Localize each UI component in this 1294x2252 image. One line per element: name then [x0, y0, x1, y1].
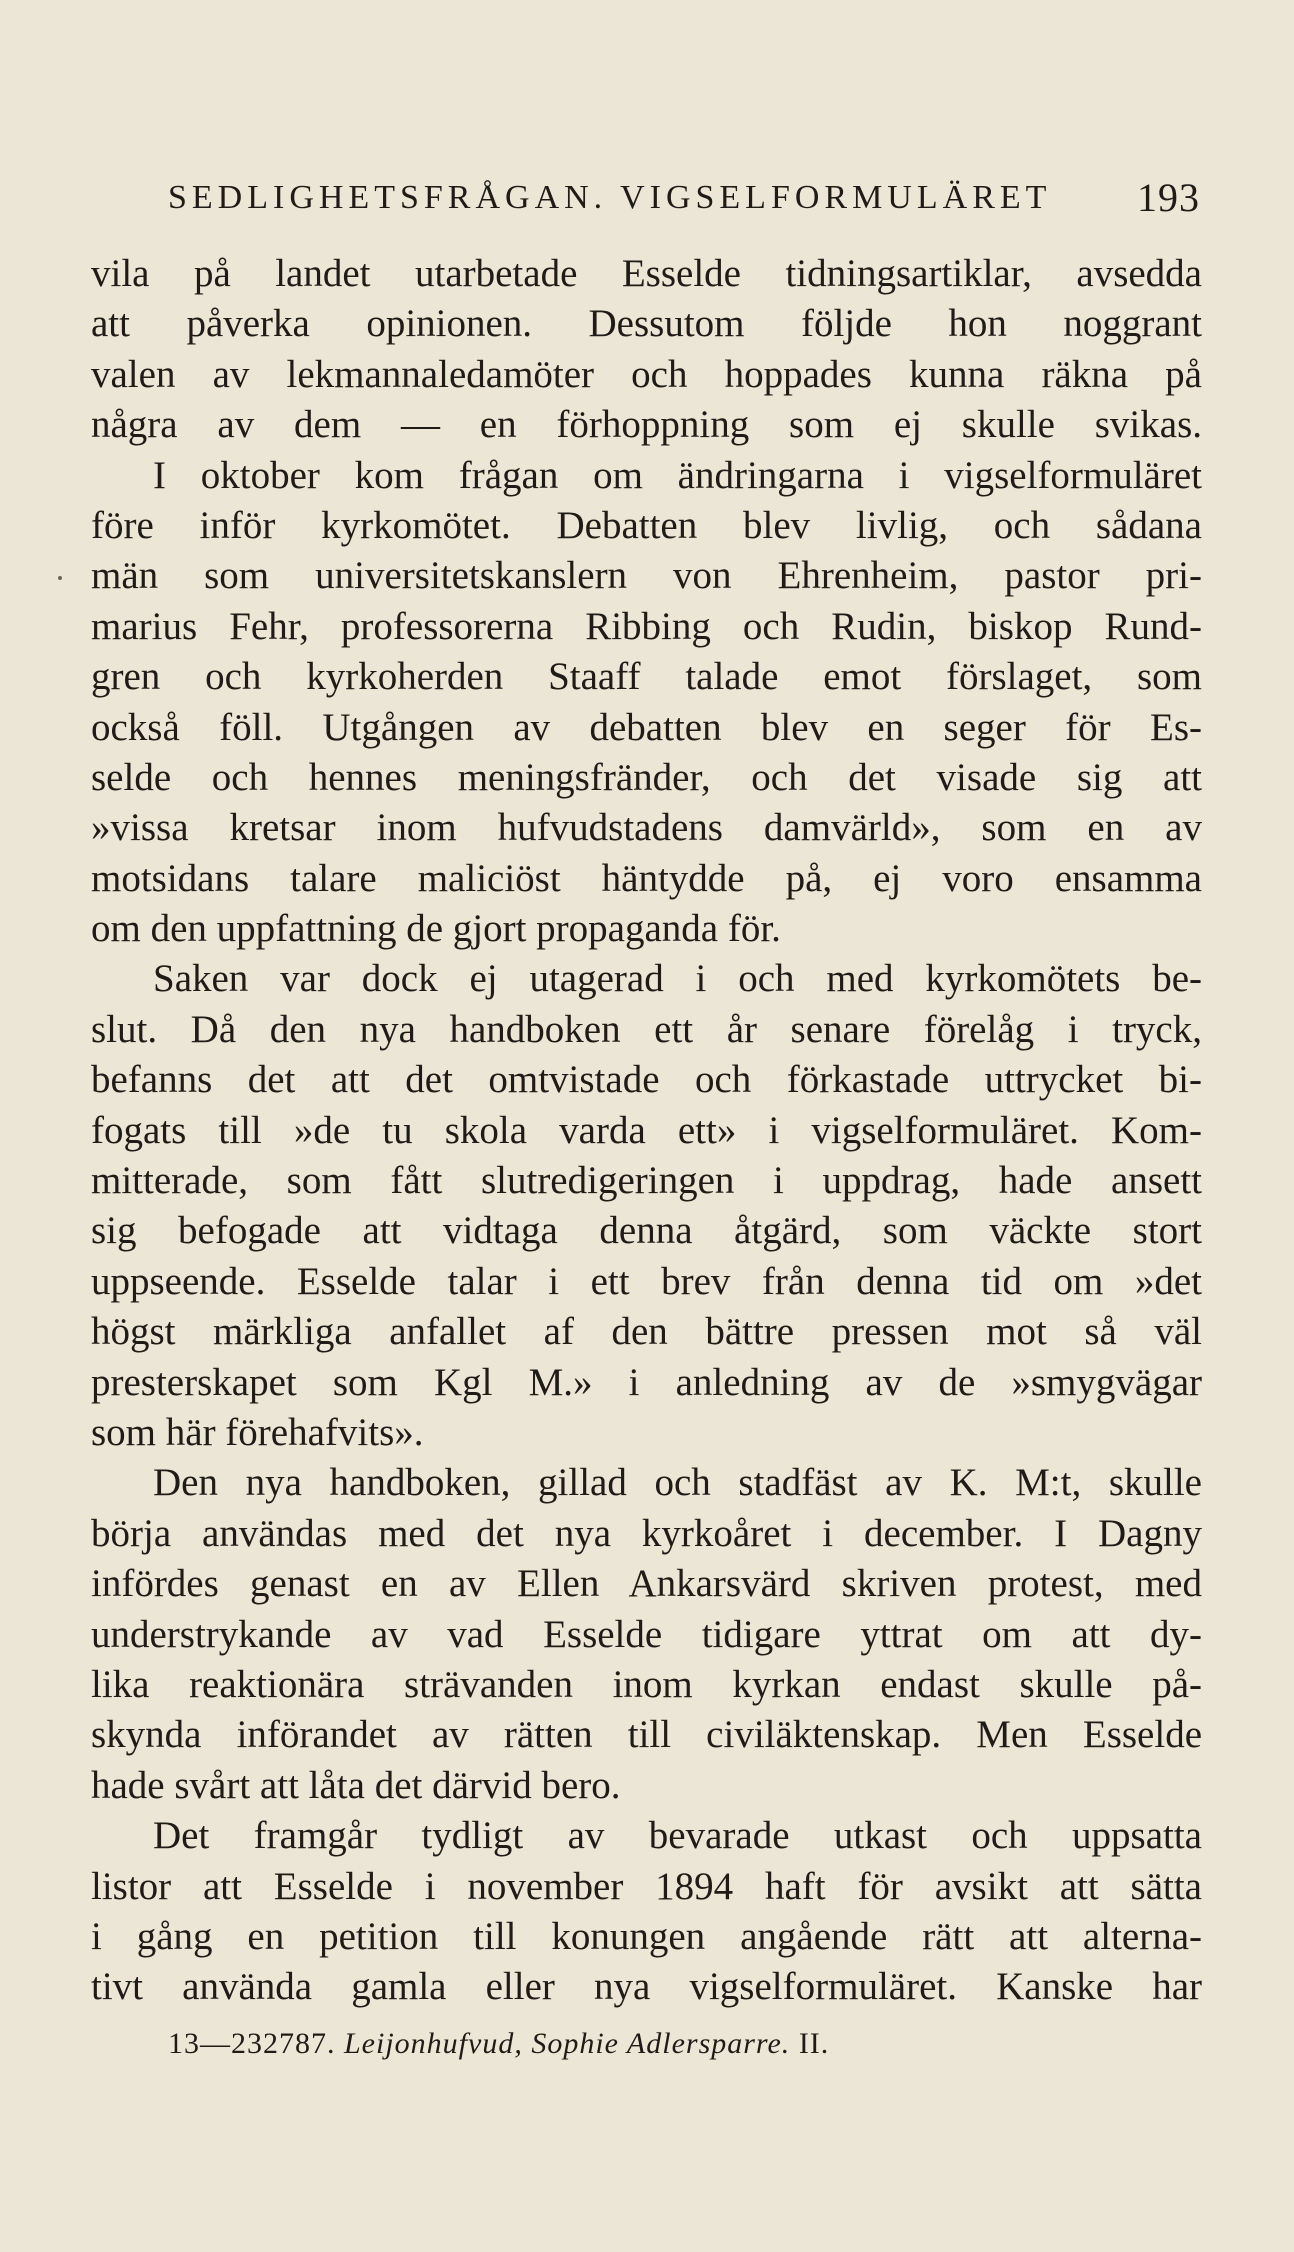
text-line: sig befogade att vidtaga denna åtgärd, som väckte stort: [91, 1209, 1202, 1253]
text-line: Det framgår tydligt av bevarade utkast och uppsatta: [153, 1814, 1202, 1858]
paragraph-4: [91, 1458, 1202, 1811]
text-line: fogats till »de tu skola varda ett» i vigselformuläret. Kom-: [91, 1108, 1202, 1152]
paragraph-3: [91, 954, 1202, 1458]
text-line: Den nya handboken, gillad och stadfäst av K. M:t, skulle: [153, 1461, 1202, 1505]
text-line: några av dem — en förhoppning som ej skulle svikas.: [91, 403, 1202, 447]
text-line: »vissa kretsar inom hufvudstadens damvärld», som en av: [91, 806, 1202, 850]
text-line: valen av lekmannaledamöter och hoppades kunna räkna på: [91, 352, 1202, 396]
signature-title: Leijonhufvud, Sophie Adlersparre.: [344, 2027, 791, 2060]
text-line: uppseende. Esselde talar i ett brev från denna tid om »det: [91, 1259, 1202, 1303]
signature-footer: [168, 2024, 829, 2064]
running-head: SEDLIGHETSFRÅGAN. VIGSELFORMULÄRET: [168, 179, 1052, 216]
page-number: 193: [1137, 175, 1200, 220]
text-line: befanns det att det omtvistade och förkastade uttrycket bi-: [91, 1058, 1202, 1102]
text-line: mitterade, som fått slutredigeringen i uppdrag, hade ansett: [91, 1159, 1202, 1203]
text-line: slut. Då den nya handboken ett år senare förelåg i tryck,: [91, 1007, 1202, 1051]
body-text: [91, 249, 1202, 2013]
paragraph-5: [91, 1811, 1202, 2013]
text-line: presterskapet som Kgl M.» i anledning av de »smygvägar: [91, 1360, 1202, 1404]
text-line: också föll. Utgången av debatten blev en seger för Es-: [91, 705, 1202, 749]
text-line: marius Fehr, professorerna Ribbing och Rudin, biskop Rund-: [91, 604, 1202, 648]
signature-number: 13—232787.: [168, 2027, 336, 2060]
text-line: Saken var dock ej utagerad i och med kyrkomötets be-: [153, 957, 1202, 1001]
text-line: tivt använda gamla eller nya vigselformuläret. Kanske har: [91, 1965, 1202, 2009]
text-line: vila på landet utarbetade Esselde tidningsartiklar, avsedda: [91, 252, 1202, 295]
text-line: att påverka opinionen. Dessutom följde hon noggrant: [91, 302, 1202, 346]
text-line: selde och hennes meningsfränder, och det visade sig att: [91, 755, 1202, 799]
paragraph-2: [91, 451, 1202, 955]
text-line: högst märkliga anfallet af den bättre pressen mot så väl: [91, 1310, 1202, 1354]
text-line: som här förehafvits».: [91, 1410, 424, 1454]
text-line: om den uppfattning de gjort propaganda för.: [91, 907, 781, 951]
text-line: män som universitetskanslern von Ehrenheim, pastor pri-: [91, 554, 1202, 598]
page-header: [0, 175, 1294, 220]
text-line: infördes genast en av Ellen Ankarsvärd skriven protest, med: [91, 1562, 1202, 1606]
text-line: understrykande av vad Esselde tidigare yttrat om att dy-: [91, 1612, 1202, 1656]
text-line: börja användas med det nya kyrkoåret i december. I Dagny: [91, 1511, 1202, 1555]
text-line: hade svårt att låta det därvid bero.: [91, 1763, 621, 1807]
text-line: före inför kyrkomötet. Debatten blev livlig, och sådana: [91, 503, 1202, 547]
text-line: motsidans talare maliciöst häntydde på, ej voro ensamma: [91, 856, 1202, 900]
paragraph-1: [91, 249, 1202, 451]
text-line: listor att Esselde i november 1894 haft för avsikt att sätta: [91, 1864, 1202, 1908]
volume-number: II.: [798, 2027, 830, 2060]
text-line: I oktober kom frågan om ändringarna i vigselformuläret: [153, 453, 1202, 497]
text-line: gren och kyrkoherden Staaff talade emot förslaget, som: [91, 655, 1202, 699]
text-line: skynda införandet av rätten till civiläktenskap. Men Esselde: [91, 1713, 1202, 1757]
text-line: lika reaktionära strävanden inom kyrkan endast skulle på-: [91, 1662, 1202, 1706]
print-speck: [58, 576, 62, 580]
text-line: i gång en petition till konungen angående rätt att alterna-: [91, 1914, 1202, 1958]
